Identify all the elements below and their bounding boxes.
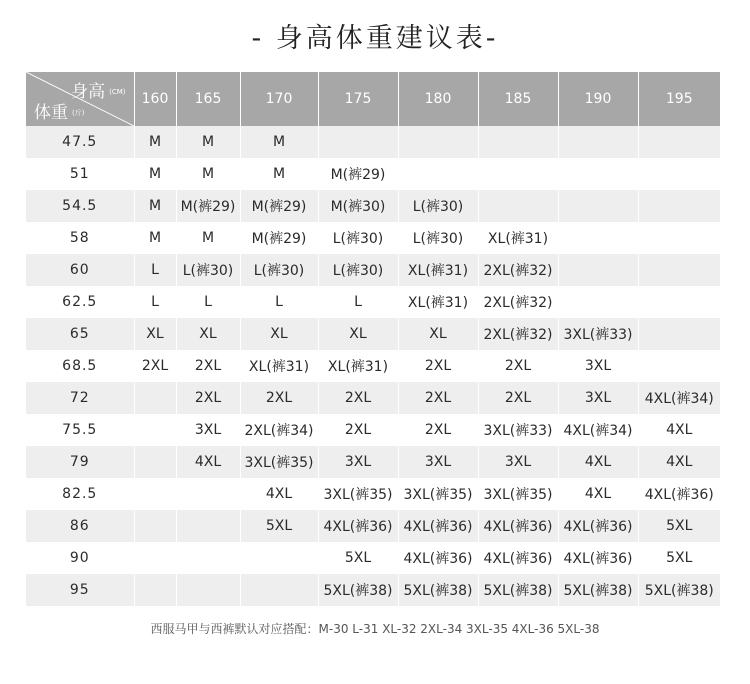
size-cell: 4XL(裤36) xyxy=(398,542,478,574)
size-cell: 2XL(裤34) xyxy=(240,414,318,446)
table-row xyxy=(26,126,720,158)
size-cell xyxy=(176,478,240,510)
size-cell: 4XL xyxy=(240,478,318,510)
size-cell: M xyxy=(176,126,240,158)
size-cell xyxy=(398,158,478,190)
header-row xyxy=(26,72,720,126)
size-cell: 3XL(裤35) xyxy=(398,478,478,510)
size-cell xyxy=(638,158,720,190)
size-cell xyxy=(638,190,720,222)
size-cell xyxy=(638,254,720,286)
size-cell xyxy=(134,414,176,446)
size-cell: 4XL(裤36) xyxy=(558,510,638,542)
size-cell: 4XL xyxy=(176,446,240,478)
size-cell: 5XL(裤38) xyxy=(478,574,558,606)
size-cell: 4XL xyxy=(558,446,638,478)
size-cell: L(裤30) xyxy=(398,190,478,222)
size-cell: XL(裤31) xyxy=(398,286,478,318)
size-cell xyxy=(558,126,638,158)
size-cell: 2XL xyxy=(240,382,318,414)
size-cell: 3XL(裤33) xyxy=(558,318,638,350)
size-cell: 3XL xyxy=(558,382,638,414)
size-cell: 5XL xyxy=(638,510,720,542)
size-cell xyxy=(134,478,176,510)
weight-cell: 54.5 xyxy=(26,190,134,222)
height-header: 195 xyxy=(638,72,720,126)
height-header: 185 xyxy=(478,72,558,126)
size-cell: 3XL xyxy=(558,350,638,382)
size-cell: 3XL(裤35) xyxy=(318,478,398,510)
corner-header-cell xyxy=(26,72,134,126)
size-cell xyxy=(558,254,638,286)
weight-cell: 75.5 xyxy=(26,414,134,446)
size-cell: L xyxy=(240,286,318,318)
size-cell: M xyxy=(240,126,318,158)
size-cell: 4XL(裤36) xyxy=(558,542,638,574)
size-cell xyxy=(638,350,720,382)
table-row xyxy=(26,510,720,542)
size-cell: 3XL xyxy=(176,414,240,446)
size-cell xyxy=(558,222,638,254)
size-cell xyxy=(478,126,558,158)
size-cell: 4XL xyxy=(638,414,720,446)
size-cell: 5XL xyxy=(318,542,398,574)
size-cell: M xyxy=(134,126,176,158)
size-cell: 5XL xyxy=(240,510,318,542)
height-header: 175 xyxy=(318,72,398,126)
size-cell: 5XL(裤38) xyxy=(398,574,478,606)
size-cell: 2XL xyxy=(398,382,478,414)
size-cell xyxy=(638,222,720,254)
page-title: - 身高体重建议表- xyxy=(251,23,499,54)
size-cell xyxy=(176,542,240,574)
weight-cell: 58 xyxy=(26,222,134,254)
size-cell xyxy=(478,158,558,190)
size-cell: L(裤30) xyxy=(318,222,398,254)
size-cell xyxy=(240,542,318,574)
size-cell: 3XL xyxy=(318,446,398,478)
size-cell: M(裤29) xyxy=(240,222,318,254)
size-cell: M xyxy=(134,190,176,222)
height-unit: (CM) xyxy=(109,88,126,96)
size-cell: L(裤30) xyxy=(176,254,240,286)
size-cell xyxy=(134,446,176,478)
size-cell: XL xyxy=(176,318,240,350)
size-cell: M xyxy=(240,158,318,190)
size-cell: 2XL xyxy=(398,350,478,382)
size-cell: 2XL(裤32) xyxy=(478,286,558,318)
size-cell xyxy=(638,126,720,158)
size-cell: M xyxy=(134,222,176,254)
weight-cell: 47.5 xyxy=(26,126,134,158)
size-cell: L(裤30) xyxy=(240,254,318,286)
size-cell xyxy=(240,574,318,606)
size-cell xyxy=(176,510,240,542)
size-cell: XL(裤31) xyxy=(240,350,318,382)
table-row xyxy=(26,542,720,574)
size-cell: 4XL(裤34) xyxy=(638,382,720,414)
size-cell: M(裤30) xyxy=(318,190,398,222)
table-row xyxy=(26,190,720,222)
size-cell: M(裤29) xyxy=(240,190,318,222)
size-cell: 2XL xyxy=(176,382,240,414)
size-cell: 5XL(裤38) xyxy=(318,574,398,606)
weight-cell: 90 xyxy=(26,542,134,574)
size-cell: M xyxy=(176,222,240,254)
table-row xyxy=(26,414,720,446)
size-cell: M xyxy=(134,158,176,190)
table-row xyxy=(26,382,720,414)
size-cell: XL xyxy=(134,318,176,350)
size-cell: XL(裤31) xyxy=(318,350,398,382)
weight-cell: 62.5 xyxy=(26,286,134,318)
height-header: 190 xyxy=(558,72,638,126)
size-cell: 3XL(裤33) xyxy=(478,414,558,446)
size-cell: 4XL(裤36) xyxy=(398,510,478,542)
table-row xyxy=(26,446,720,478)
size-cell: L(裤30) xyxy=(318,254,398,286)
size-cell: XL(裤31) xyxy=(478,222,558,254)
size-cell xyxy=(134,510,176,542)
size-cell: M xyxy=(176,158,240,190)
weight-cell: 95 xyxy=(26,574,134,606)
size-cell xyxy=(134,382,176,414)
size-cell: L xyxy=(134,254,176,286)
size-cell: 2XL xyxy=(134,350,176,382)
size-cell: L xyxy=(134,286,176,318)
pairing-footnote: 西服马甲与西裤默认对应搭配：M-30 L-31 XL-32 2XL-34 3XL-35 4XL-36 5XL-38 xyxy=(150,622,600,636)
size-cell: XL xyxy=(240,318,318,350)
weight-cell: 79 xyxy=(26,446,134,478)
height-header: 160 xyxy=(134,72,176,126)
weight-unit: (斤) xyxy=(72,109,85,117)
size-cell: 4XL(裤36) xyxy=(318,510,398,542)
size-recommendation-table xyxy=(26,72,720,606)
height-header: 180 xyxy=(398,72,478,126)
size-cell xyxy=(558,190,638,222)
table-row xyxy=(26,254,720,286)
size-cell: 5XL(裤38) xyxy=(558,574,638,606)
size-cell: 3XL(裤35) xyxy=(240,446,318,478)
size-cell: 2XL xyxy=(478,382,558,414)
size-cell xyxy=(558,286,638,318)
size-cell: 2XL xyxy=(318,382,398,414)
size-cell: XL xyxy=(318,318,398,350)
size-cell: 4XL(裤36) xyxy=(478,542,558,574)
table-row xyxy=(26,318,720,350)
table-row xyxy=(26,350,720,382)
size-cell: XL xyxy=(398,318,478,350)
size-cell: L(裤30) xyxy=(398,222,478,254)
table-row xyxy=(26,222,720,254)
size-cell: 4XL(裤34) xyxy=(558,414,638,446)
weight-axis-label xyxy=(34,98,84,123)
size-cell: M(裤29) xyxy=(318,158,398,190)
table-row xyxy=(26,286,720,318)
table-row xyxy=(26,574,720,606)
height-label: 身高 xyxy=(71,82,106,102)
size-cell: 4XL(裤36) xyxy=(478,510,558,542)
size-cell xyxy=(134,542,176,574)
size-cell: 3XL(裤35) xyxy=(478,478,558,510)
weight-cell: 60 xyxy=(26,254,134,286)
size-cell: 3XL xyxy=(478,446,558,478)
weight-cell: 86 xyxy=(26,510,134,542)
size-cell: 5XL xyxy=(638,542,720,574)
table-row xyxy=(26,478,720,510)
weight-cell: 82.5 xyxy=(26,478,134,510)
weight-cell: 68.5 xyxy=(26,350,134,382)
size-cell: 4XL xyxy=(638,446,720,478)
table-row xyxy=(26,158,720,190)
size-cell xyxy=(558,158,638,190)
size-cell: 5XL(裤38) xyxy=(638,574,720,606)
size-cell: 2XL(裤32) xyxy=(478,254,558,286)
size-cell xyxy=(638,286,720,318)
size-cell xyxy=(478,190,558,222)
weight-label: 体重 xyxy=(34,103,68,123)
size-cell: L xyxy=(176,286,240,318)
size-cell: 2XL xyxy=(176,350,240,382)
weight-cell: 72 xyxy=(26,382,134,414)
size-cell: 2XL xyxy=(398,414,478,446)
size-cell: 4XL xyxy=(558,478,638,510)
size-cell: 2XL xyxy=(478,350,558,382)
size-cell xyxy=(318,126,398,158)
size-cell xyxy=(176,574,240,606)
size-cell: L xyxy=(318,286,398,318)
weight-cell: 65 xyxy=(26,318,134,350)
size-cell: 4XL(裤36) xyxy=(638,478,720,510)
height-header: 170 xyxy=(240,72,318,126)
size-cell: 3XL xyxy=(398,446,478,478)
size-cell xyxy=(638,318,720,350)
size-cell: XL(裤31) xyxy=(398,254,478,286)
size-cell xyxy=(134,574,176,606)
size-cell: 2XL xyxy=(318,414,398,446)
size-cell xyxy=(398,126,478,158)
size-cell: 2XL(裤32) xyxy=(478,318,558,350)
size-cell: M(裤29) xyxy=(176,190,240,222)
table-body xyxy=(26,126,720,606)
height-header: 165 xyxy=(176,72,240,126)
weight-cell: 51 xyxy=(26,158,134,190)
